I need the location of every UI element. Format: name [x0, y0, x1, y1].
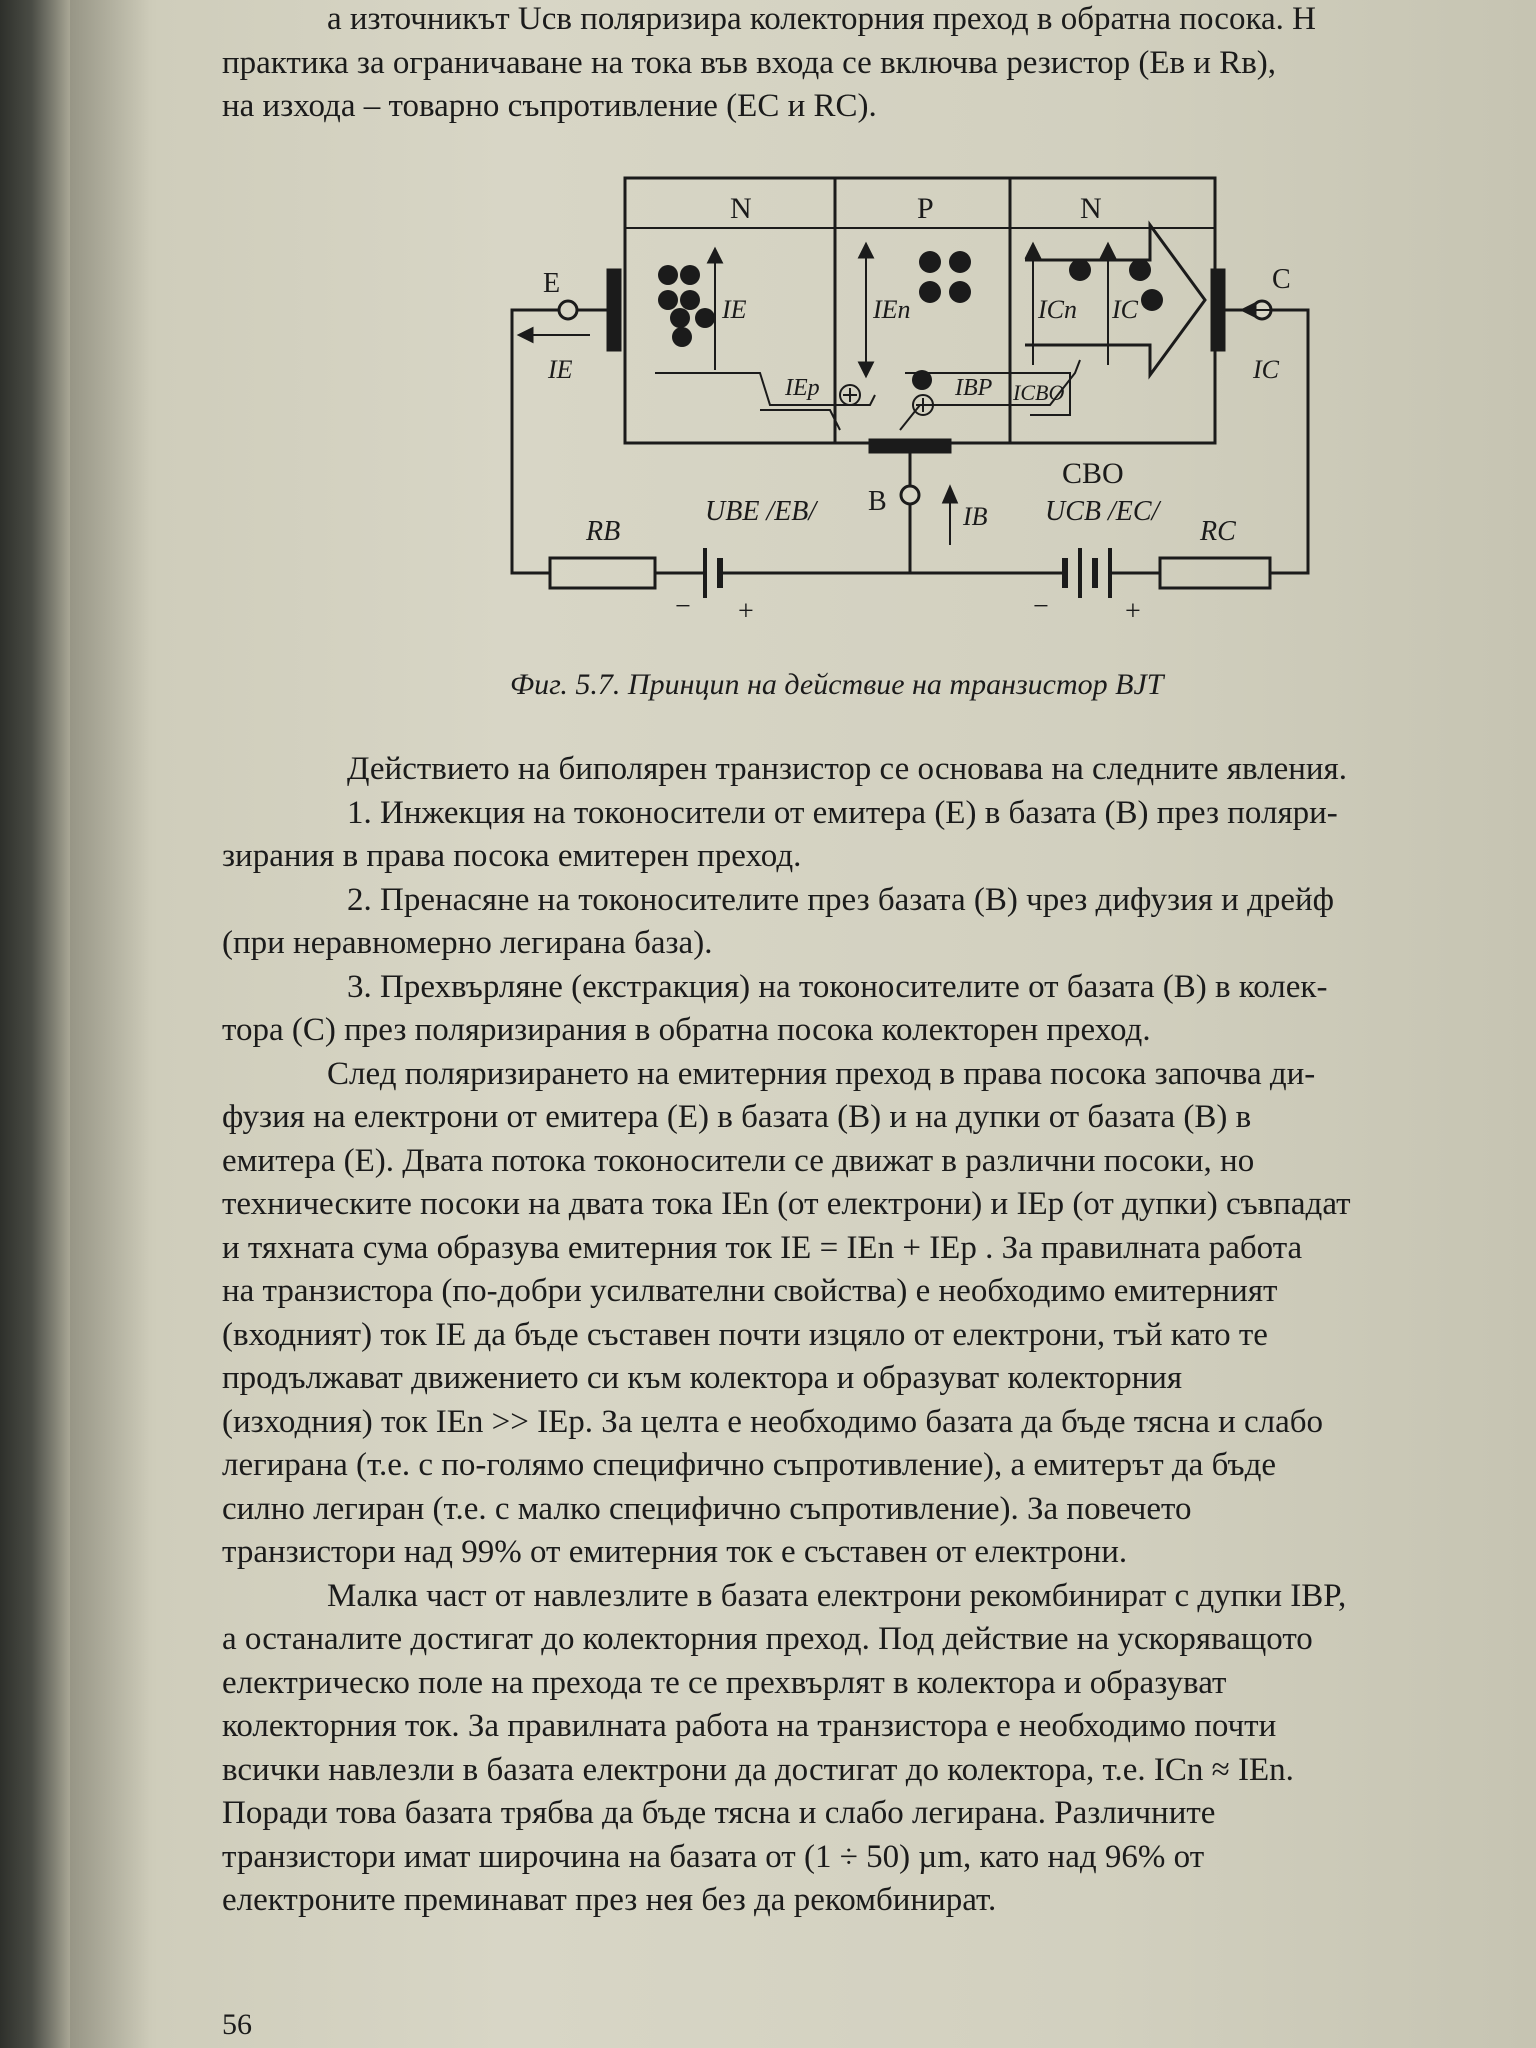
body-line: а останалите достигат до колекторния преход. Под действие на ускоряващото [222, 1621, 1313, 1657]
body-text [222, 748, 1522, 1923]
text-line: а източникът Uсв поляризира колекторния преход в обратна посока. Н [327, 1, 1316, 37]
body-line: електрическо поле на прехода те се прехвърлят в колектора и образуват [222, 1664, 1227, 1701]
body-line: техническите посоки на двата тока IЕn (от електрони) и IЕp (от дупки) съвпадат [222, 1186, 1351, 1222]
body-line: фузия на електрони от емитера (E) в базата (B) и на дупки от базата (B) в [222, 1099, 1252, 1135]
label-ucb: UСВ /EС/ [1045, 496, 1160, 527]
body-line: транзистори имат широчина на базата от (1 ÷ 50) µm, като над 96% от [222, 1838, 1205, 1875]
body-line: легирана (т.е. с по-голямо специфично съпротивление), а емитерът да бъде [222, 1447, 1277, 1483]
label-ib: IВ [963, 502, 988, 531]
region-p-base: P [917, 192, 934, 225]
body-line: (изходния) ток IЕn >> IЕp. За целта е необходимо базата да бъде тясна и слабо [222, 1403, 1324, 1440]
page-number: 56 [222, 2008, 252, 2041]
base-electrode [870, 440, 950, 452]
body-line: (входният) ток IЕ да бъде съставен почти изцяло от електрони, тъй като те [222, 1316, 1268, 1353]
resistor-rb [550, 558, 655, 588]
text-line: практика за ограничаване на тока във входа се включва резистор (Eв и Rв), [222, 44, 1277, 81]
label-iep: IЕp [785, 375, 820, 401]
label-ic: IС [1112, 295, 1138, 324]
label-icn: IСn [1038, 295, 1077, 324]
label-ie-ext: IЕ [548, 355, 573, 384]
label-base: B [868, 486, 887, 517]
label-collector: C [1272, 264, 1291, 295]
text-line: на изхода – товарно съпротивление (EС и RС). [222, 88, 877, 124]
label-minus-ube: − [675, 591, 691, 622]
body-line: След поляризирането на емитерния преход в права посока започва ди- [327, 1055, 1316, 1092]
body-line: зирания в права посока емитерен преход. [222, 838, 802, 874]
body-line: 2. Пренасяне на токоносителите през базата (B) чрез дифузия и дрейф [347, 881, 1335, 918]
label-ien: IЕn [873, 295, 911, 324]
body-line: (при неравномерно легирана база). [222, 925, 713, 961]
body-line: Действието на биполярен транзистор се основава на следните явления. [347, 751, 1347, 787]
body-line: 3. Прехвърляне (екстракция) на токоносителите от базата (B) в колек- [347, 968, 1328, 1005]
collector-electrode [1212, 270, 1224, 350]
region-n-collector: N [1080, 192, 1102, 225]
resistor-rc [1160, 558, 1270, 588]
label-minus-ucb: − [1033, 591, 1049, 622]
body-line: електроните преминават през нея без да рекомбинират. [222, 1882, 997, 1918]
label-emitter: E [543, 268, 561, 299]
body-line: колекторния ток. За правилната работа на транзистора е необходимо почти [222, 1708, 1277, 1744]
label-rc: RС [1200, 516, 1236, 547]
label-rb: RВ [586, 516, 621, 547]
base-terminal [901, 486, 919, 504]
body-line: транзистори над 99% от емитерния ток е съставен от електрони. [222, 1534, 1128, 1570]
body-line: продължават движението си към колектора и образуват колекторния [222, 1360, 1183, 1396]
label-ibp: IВP [955, 375, 993, 401]
label-cbo: CBO [1062, 457, 1124, 490]
body-line: на транзистора (по-добри усилвателни свойства) е необходимо емитерният [222, 1273, 1278, 1309]
bjt-diagram [0, 0, 1536, 700]
body-line: силно легиран (т.е. с малко специфично съпротивление). За повечето [222, 1490, 1192, 1527]
body-line: Малка част от навлезлите в базата електрони рекомбинират с дупки IВP, [327, 1577, 1347, 1614]
emitter-terminal [559, 301, 577, 319]
body-line: емитера (E). Двата потока токоносители се движат в различни посоки, но [222, 1142, 1255, 1179]
emitter-electrode [608, 270, 620, 350]
figure-caption: Фиг. 5.7. Принцип на действие на транзистор BJT [510, 668, 1164, 701]
region-n-emitter: N [730, 192, 752, 225]
label-plus-ucb: + [1125, 596, 1141, 627]
label-ube: UВЕ /EВ/ [705, 496, 817, 527]
label-icbo: IСВO [1013, 380, 1065, 405]
label-ic-ext: IС [1253, 355, 1279, 384]
body-line: Поради това базата трябва да бъде тясна и слабо легирана. Различните [222, 1795, 1216, 1831]
body-line: и тяхната сума образува емитерния ток IЕ = IЕn + IЕp . За правилната работа [222, 1229, 1303, 1266]
label-plus-ube: + [738, 596, 754, 627]
body-line: всички навлезли в базата електрони да достигат до колектора, т.е. IСn ≈ IЕn. [222, 1751, 1294, 1788]
body-line: 1. Инжекция на токоносители от емитера (E) в базата (B) през поляри- [347, 794, 1338, 831]
label-ie: IЕ [722, 295, 747, 324]
body-line: тора (C) през поляризирания в обратна посока колекторен преход. [222, 1012, 1151, 1048]
